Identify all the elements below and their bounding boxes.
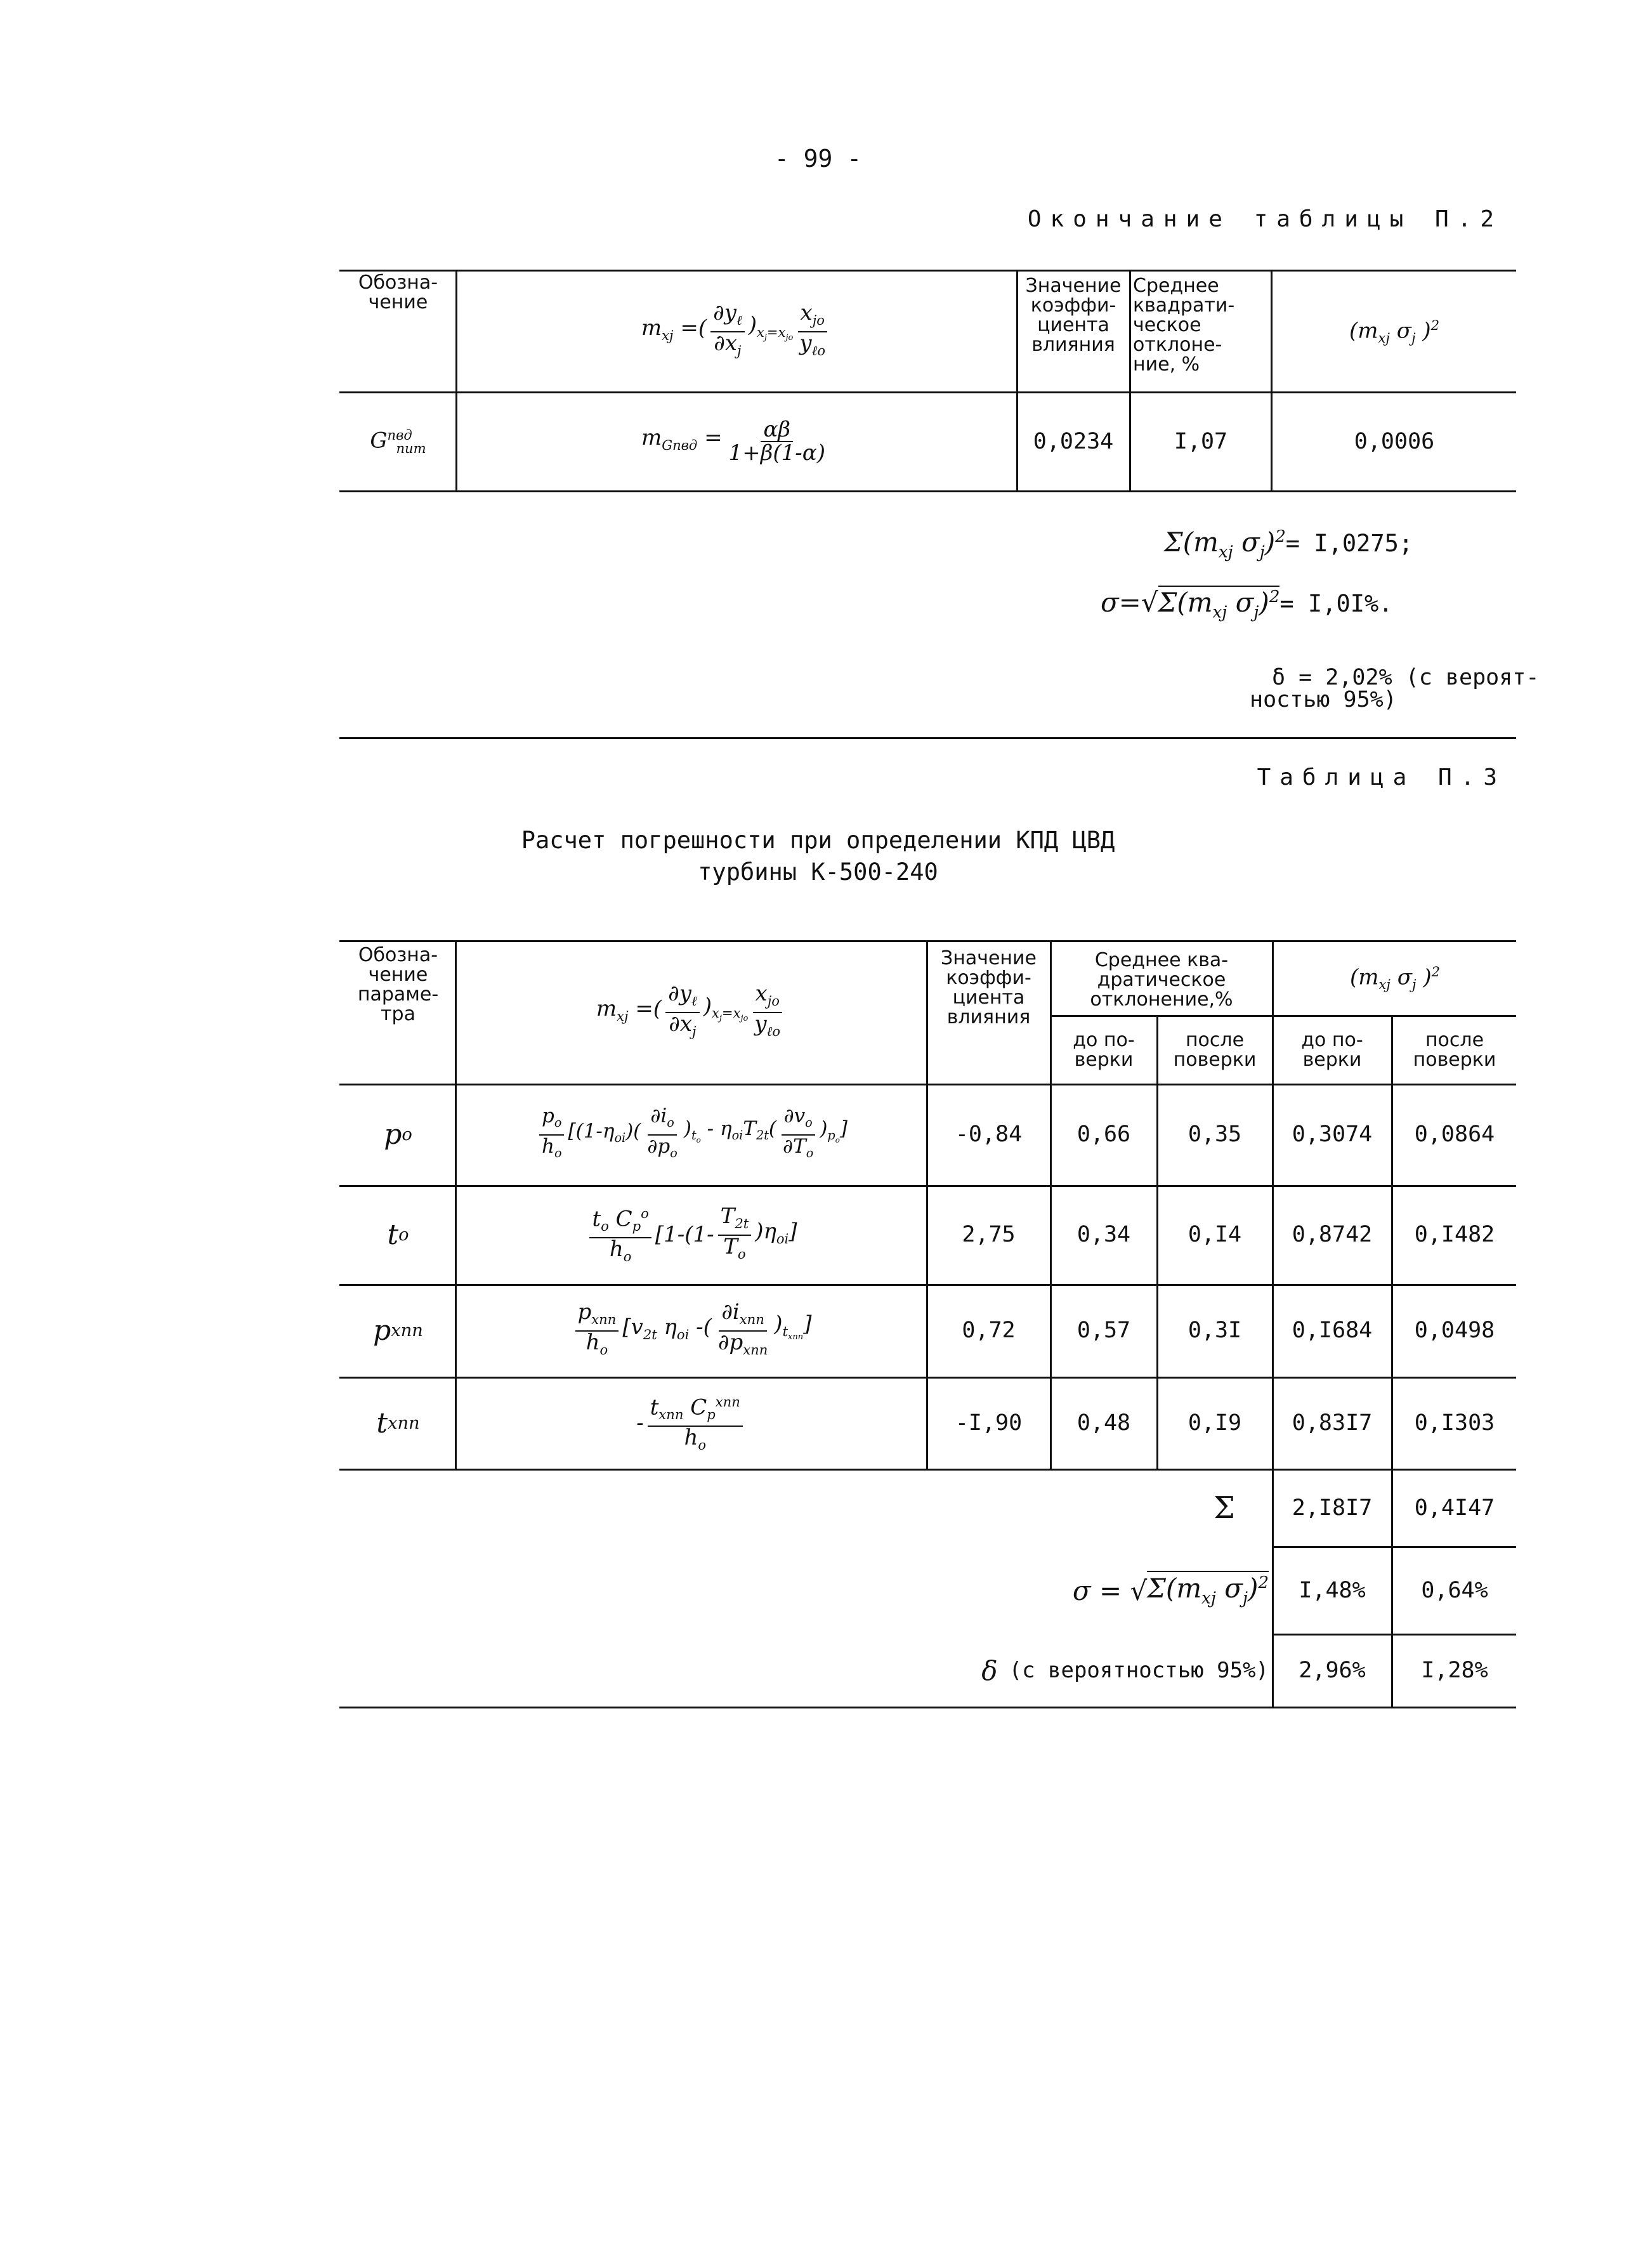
table-p3-row-sq-before: 0,I684: [1292, 1318, 1373, 1343]
table-p2-col-divider: [455, 270, 457, 492]
table-p3-sigma-formula: σ = √ $\Sigma(m_{xj}$ $\sigma_j)^2$: [952, 1549, 1269, 1632]
table-p2-col-divider: [1016, 270, 1018, 492]
table-p3-row-rms-after: 0,35: [1188, 1122, 1242, 1147]
table-p2-sigma-value: = I,0I%.: [1279, 590, 1393, 617]
table-p2-delta-line2: ностью 95%): [1250, 687, 1397, 712]
table-p3-sum-before: 2,I8I7: [1292, 1495, 1373, 1521]
table-p3-row-coef: -0,84: [955, 1122, 1023, 1147]
table-p3-header-designation: Обозна- чение параме- тра: [357, 944, 439, 1025]
table-p3-row-rms-before: 0,57: [1076, 1318, 1131, 1343]
table-p3-sigma-after: 0,64%: [1421, 1577, 1488, 1603]
table-p3-row-symbol-p0: p o: [384, 1118, 412, 1151]
table-p3-row-rms-before: 0,34: [1076, 1222, 1131, 1247]
table-p2-header-rms: Среднее квадрати- ческое отклоне- ние, %: [1133, 275, 1235, 376]
table-p3-col-divider: [455, 940, 457, 1471]
table-p3-row-formula-pxpp: $\frac{p_{хпп}}{h_o}$ [$v_{2t}$ $\eta_{oi}$ -( $\frac{\partial i_{хпп}}{\partial p_{хпп}}$ )$_{t_{хпп}}$]: [458, 1286, 925, 1375]
table-p2-sum-formula: $\Sigma(m_{xj}$ $\sigma_j)^2= I,0275$;: [1164, 527, 1413, 562]
table-p2-col-divider: [1271, 270, 1273, 492]
table-p3-caption-line2: турбины К-500-240: [698, 858, 938, 886]
table-p3-header-sq-after: после поверки: [1413, 1029, 1496, 1071]
table-p3-sum-after: 0,4I47: [1414, 1495, 1495, 1521]
table-p3-col-divider: [926, 940, 928, 1471]
table-p3-sum-label: Σ: [1214, 1490, 1235, 1526]
table-p3-header-formula: $m_{xj}$ =( $\frac{\partial y_\ell}{\partial x_j}$ )$_{x_j=x_{jo}}$ $\frac{x_{jo}}{y_{\ell o}}$: [458, 943, 925, 1082]
table-p3-col-divider: [1050, 940, 1052, 1471]
table-p3-delta-before: 2,96%: [1299, 1657, 1366, 1683]
table-p2-col-divider: [1129, 270, 1131, 492]
table-p3-summary-rule: [1272, 1546, 1516, 1548]
table-p3-col-divider: [1156, 1015, 1158, 1471]
table-p3-row-rms-before: 0,66: [1076, 1122, 1131, 1147]
table-p3-row-formula-p0: $\frac{p_o}{h_o}$ [$(1-\eta_{oi})$( $\frac{\partial i_o}{\partial p_o}$ )$_{t_o} - \eta_{oi}T_{2t}$( $\frac{\partial v_o}{\partial T_o}$ )$_{p_o}$]: [458, 1085, 925, 1184]
table-p3-row-rms-after: 0,I9: [1188, 1410, 1242, 1436]
table-p2-continuation-title: Окончание таблицы П.2: [1027, 206, 1503, 232]
table-p2-header-rule: [339, 391, 1516, 393]
page-number: - 99 -: [774, 145, 862, 173]
table-p3-row-symbol-t0: t o: [387, 1219, 409, 1251]
table-p2-sum-value: = I,0275;: [1285, 530, 1413, 557]
table-p2-row-rms: I,07: [1174, 428, 1228, 454]
table-p3-header-rms: Среднее ква- дратическое отклонение,%: [1090, 948, 1233, 1011]
table-p3-header-squared: ($m_{xj}$ $\sigma_j$ )$^2$: [1349, 964, 1441, 993]
table-p2-row-formula: $m_{Gпвд}$ = $\frac{\alpha\beta}{1+\beta(1-\alpha)}$: [641, 417, 825, 466]
table-p3-row-sq-after: 0,I303: [1414, 1410, 1495, 1436]
table-p3-sigma-before: I,48%: [1299, 1577, 1366, 1603]
table-p2-delta-line1: δ = 2,02% (с вероят-: [1272, 665, 1540, 690]
table-p3-col-divider: [1391, 1015, 1393, 1708]
table-p3-row-sq-before: 0,3074: [1292, 1122, 1373, 1147]
table-p3-bottom-rule: [339, 1707, 1516, 1708]
table-p2-row-symbol: $G^{пвд}_{пит}$: [370, 427, 426, 456]
table-p3-row-sq-after: 0,0864: [1414, 1122, 1495, 1147]
table-p2-row-coef: 0,0234: [1033, 428, 1114, 454]
table-p2-header-formula: $m_{xj}$ =( $\frac{\partial y_\ell}{\partial x_j}$ )$_{x_j=x_{jo}}$ $\frac{x_{jo}}{y_{\ell o}}$: [458, 273, 1015, 390]
table-p3-row-coef: 0,72: [962, 1318, 1016, 1343]
section-divider: [339, 737, 1516, 739]
table-p2-sigma-formula: $\sigma=√\Sigma(m_{xj}$ $\sigma_j)^2= I,0I\%$.: [1101, 587, 1393, 622]
table-p2-bottom-rule: [339, 490, 1516, 492]
table-p3-row-sq-before: 0,8742: [1292, 1222, 1373, 1247]
table-p3-row-sq-before: 0,83I7: [1292, 1410, 1373, 1436]
table-p2-header-coef: Значение коэффи- циента влияния: [1025, 275, 1122, 356]
table-p3-header-sq-before: до по- верки: [1301, 1029, 1363, 1071]
table-p2-header-designation: Обозна- чение: [358, 272, 438, 313]
table-p3-col-divider: [1272, 940, 1274, 1708]
table-p3-header-rms-after: после поверки: [1173, 1029, 1257, 1071]
table-p3-row-formula-t0: $\frac{t_o C_p^o}{h_o}$ [1-(1- $\frac{T_{2t}}{T_o}$ )$\eta_{oi}$]: [458, 1187, 925, 1283]
table-p3-row-rms-before: 0,48: [1076, 1410, 1131, 1436]
table-p2-row-squared: 0,0006: [1354, 428, 1435, 454]
table-p3-row-sq-after: 0,I482: [1414, 1222, 1495, 1247]
table-p3-delta-row-label: δ (с вероятностью 95%): [981, 1655, 1269, 1686]
table-p3-row-rms-after: 0,I4: [1188, 1222, 1242, 1247]
table-p3-row-formula-txpp: - $\frac{t_{хпп} C_p^{хпп}}{h_o}$: [458, 1379, 925, 1467]
table-p2-header-squared: ($m_{xj}$ $\sigma_j$ )$^2$: [1349, 317, 1440, 346]
table-p3-row-symbol-txpp: t хпп: [376, 1406, 420, 1439]
table-p3-row-coef: 2,75: [962, 1222, 1016, 1247]
table-p3-row-sq-after: 0,0498: [1414, 1318, 1495, 1343]
table-p3-row-symbol-pxpp: p хпп: [373, 1314, 423, 1347]
table-p3-subheader-rule: [1050, 1015, 1516, 1017]
table-p2-top-rule: [339, 270, 1516, 272]
table-p3-delta-label: (с вероятностью 95%): [1009, 1657, 1269, 1683]
table-p3-header-coef: Значение коэффи- циента влияния: [941, 947, 1037, 1028]
table-p3-caption-line1: Расчет погрешности при определении КПД ЦВД: [521, 827, 1115, 854]
table-p3-row-coef: -I,90: [955, 1410, 1023, 1436]
table-p3-title: Таблица П.3: [1257, 764, 1506, 790]
table-p3-row-rms-after: 0,3I: [1188, 1318, 1242, 1343]
table-p3-header-rms-before: до по- верки: [1073, 1029, 1135, 1071]
table-p3-delta-after: I,28%: [1421, 1657, 1488, 1683]
